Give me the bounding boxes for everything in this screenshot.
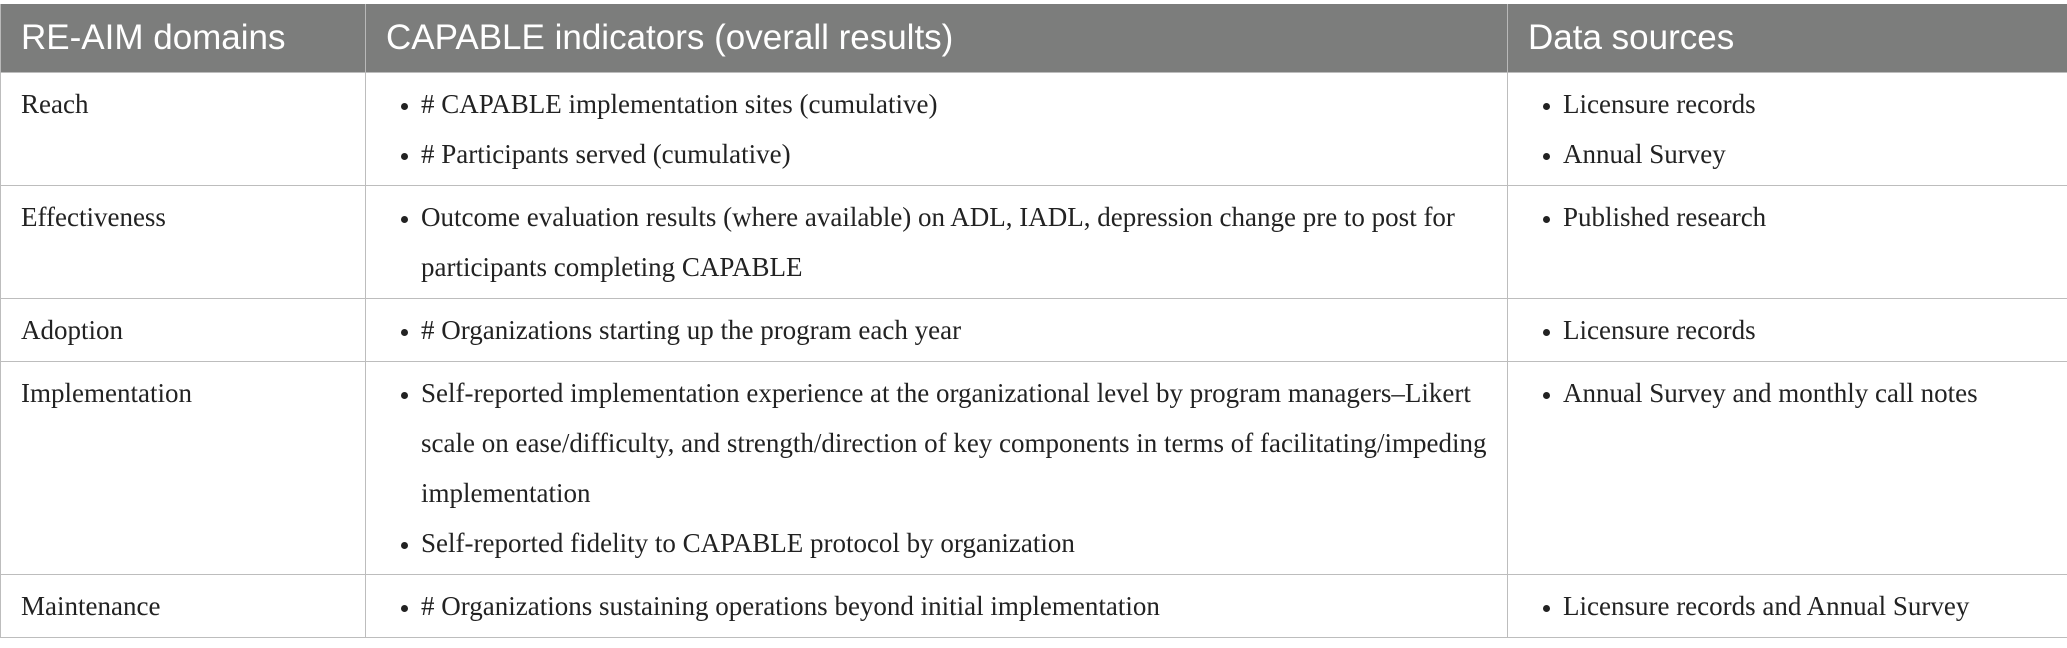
- header-domains: RE-AIM domains: [1, 4, 366, 73]
- re-aim-table-container: [0, 4, 2067, 638]
- indicator-list: [386, 79, 1487, 179]
- domain-cell: Maintenance: [1, 575, 366, 638]
- indicator-list: [386, 368, 1487, 568]
- sources-cell: [1508, 362, 2067, 575]
- indicator-list: [386, 192, 1487, 292]
- domain-cell: Adoption: [1, 299, 366, 362]
- source-item: • Licensure records and Annual Survey: [1563, 581, 2047, 631]
- table-row-effectiveness: [1, 186, 2067, 299]
- source-item: • Licensure records: [1563, 305, 2047, 355]
- sources-cell: [1508, 575, 2067, 638]
- table-row-maintenance: [1, 575, 2067, 638]
- domain-cell: Reach: [1, 73, 366, 186]
- table-row-implementation: [1, 362, 2067, 575]
- source-item: • Published research: [1563, 192, 2047, 242]
- indicators-cell: [366, 575, 1508, 638]
- indicator-item: • # Organizations starting up the program each year: [421, 305, 1487, 355]
- header-indicators: CAPABLE indicators (overall results): [366, 4, 1508, 73]
- indicator-item: • # Organizations sustaining operations beyond initial implementation: [421, 581, 1487, 631]
- indicator-item: • # Participants served (cumulative): [421, 129, 1487, 179]
- sources-cell: [1508, 299, 2067, 362]
- domain-cell: Effectiveness: [1, 186, 366, 299]
- source-list: [1528, 368, 2047, 418]
- source-item: • Annual Survey: [1563, 129, 2047, 179]
- source-item: • Licensure records: [1563, 79, 2047, 129]
- indicator-item: • Self-reported implementation experience at the organizational level by program managers–Likert scale on ease/difficulty, and strength/direction of key components in terms of facilitating/impeding implementation: [421, 368, 1487, 518]
- indicators-cell: [366, 362, 1508, 575]
- source-item: • Annual Survey and monthly call notes: [1563, 368, 2047, 418]
- sources-cell: [1508, 73, 2067, 186]
- source-list: [1528, 79, 2047, 179]
- indicators-cell: [366, 299, 1508, 362]
- header-row: [1, 4, 2067, 73]
- sources-cell: [1508, 186, 2067, 299]
- indicator-item: • Outcome evaluation results (where available) on ADL, IADL, depression change pre to post for participants completing CAPABLE: [421, 192, 1487, 292]
- table-row-adoption: [1, 299, 2067, 362]
- indicators-cell: [366, 186, 1508, 299]
- re-aim-table: [0, 4, 2067, 638]
- table-body: [1, 73, 2067, 638]
- domain-cell: Implementation: [1, 362, 366, 575]
- header-data-sources: Data sources: [1508, 4, 2067, 73]
- indicator-list: [386, 305, 1487, 355]
- indicator-item: • Self-reported fidelity to CAPABLE protocol by organization: [421, 518, 1487, 568]
- source-list: [1528, 305, 2047, 355]
- indicator-list: [386, 581, 1487, 631]
- table-header: [1, 4, 2067, 73]
- source-list: [1528, 192, 2047, 242]
- source-list: [1528, 581, 2047, 631]
- indicators-cell: [366, 73, 1508, 186]
- indicator-item: • # CAPABLE implementation sites (cumulative): [421, 79, 1487, 129]
- table-row-reach: [1, 73, 2067, 186]
